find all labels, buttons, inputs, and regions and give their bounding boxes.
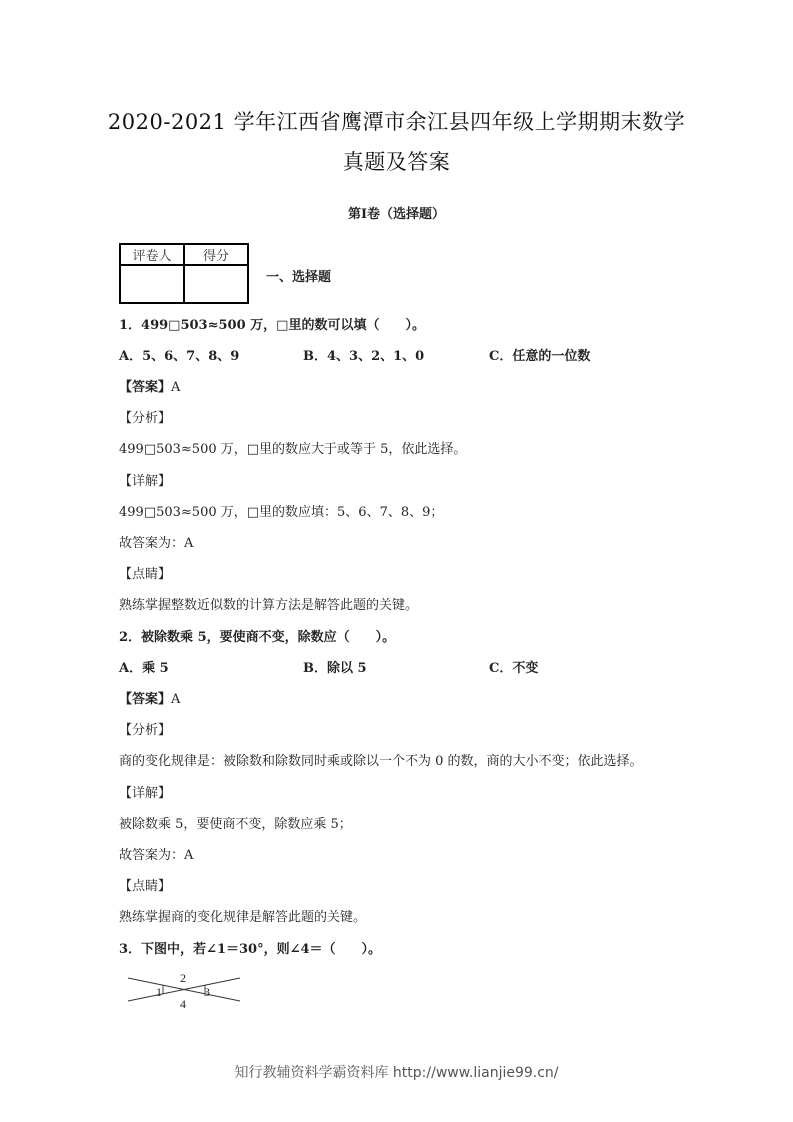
score-table bbox=[119, 243, 249, 304]
question-2-tip-label: 【点睛】 bbox=[119, 879, 172, 894]
question-1-option-b: B．4、3、2、1、0 bbox=[303, 349, 425, 364]
answer-label: 【答案】 bbox=[119, 692, 172, 707]
question-2-option-b: B．除以 5 bbox=[303, 661, 367, 676]
question-1-answer bbox=[119, 376, 180, 395]
footer-watermark: 知行教辅资料学霸资料库 http://www.lianjie99.cn/ bbox=[234, 1065, 559, 1081]
question-2-tip-text: 熟练掌握商的变化规律是解答此题的关键。 bbox=[119, 910, 367, 925]
question-2-stem: 2．被除数乘 5，要使商不变，除数应（ ）。 bbox=[119, 630, 396, 645]
intersecting-lines-figure bbox=[125, 968, 245, 1008]
angle-3-label: 3 bbox=[204, 985, 210, 999]
question-2-detail-label: 【详解】 bbox=[119, 786, 172, 801]
question-3-stem: 3．下图中，若∠1＝30°，则∠4＝（ ）。 bbox=[119, 942, 382, 957]
section-heading: 一、选择题 bbox=[266, 270, 332, 285]
question-2-option-c: C．不变 bbox=[489, 661, 539, 676]
question-2-detail-text: 被除数乘 5，要使商不变，除数应乘 5； bbox=[119, 817, 352, 832]
question-1-analysis-text: 499□503≈500 万，□里的数应大于或等于 5，依此选择。 bbox=[119, 442, 467, 457]
question-1-option-a: A．5、6、7、8、9 bbox=[119, 349, 240, 364]
angle-1-label: 1 bbox=[156, 985, 162, 999]
question-1-detail-label: 【详解】 bbox=[119, 474, 172, 489]
question-2-analysis-text: 商的变化规律是：被除数和除数同时乘或除以一个不为 0 的数，商的大小不变；依此选择。 bbox=[119, 754, 643, 769]
answer-label: 【答案】 bbox=[119, 380, 172, 395]
question-1-detail-text: 499□503≈500 万，□里的数应填：5、6、7、8、9； bbox=[119, 505, 444, 520]
question-1-conclusion: 故答案为：A bbox=[119, 536, 194, 551]
answer-value: A bbox=[171, 380, 181, 395]
question-1-option-c: C．任意的一位数 bbox=[489, 349, 591, 364]
score-table-cell-grader bbox=[120, 265, 184, 303]
question-2-answer bbox=[119, 688, 180, 707]
score-table-header-grader: 评卷人 bbox=[120, 244, 184, 265]
score-table-header-score: 得分 bbox=[184, 244, 248, 265]
question-2-conclusion: 故答案为：A bbox=[119, 848, 194, 863]
document-title-line-1: 2020-2021 学年江西省鹰潭市余江县四年级上学期期末数学 bbox=[107, 110, 686, 134]
question-1-tip-text: 熟练掌握整数近似数的计算方法是解答此题的关键。 bbox=[119, 598, 419, 613]
question-1-tip-label: 【点睛】 bbox=[119, 567, 172, 582]
document-title-line-2: 真题及答案 bbox=[342, 150, 451, 174]
score-table-cell-score bbox=[184, 265, 248, 303]
angle-2-label: 2 bbox=[180, 971, 186, 985]
question-2-option-a: A．乘 5 bbox=[119, 661, 169, 676]
answer-value: A bbox=[171, 692, 181, 707]
question-1-stem: 1．499□503≈500 万，□里的数可以填（ ）。 bbox=[119, 318, 425, 333]
volume-subtitle: 第Ⅰ卷（选择题） bbox=[347, 207, 446, 222]
angle-4-label: 4 bbox=[180, 997, 186, 1008]
question-2-analysis-label: 【分析】 bbox=[119, 723, 172, 738]
question-1-analysis-label: 【分析】 bbox=[119, 411, 172, 426]
